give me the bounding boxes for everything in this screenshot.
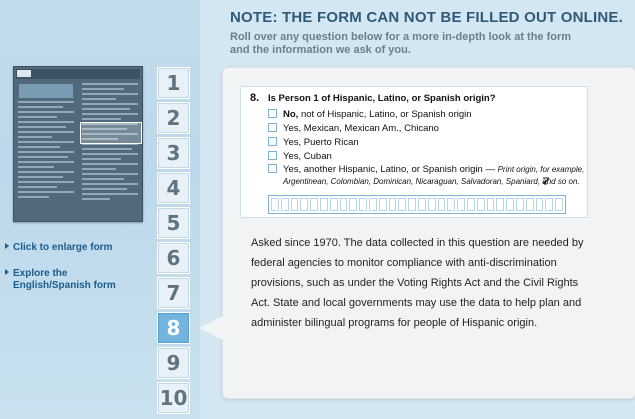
question-number: 8. (250, 92, 260, 104)
form-thumbnail[interactable] (13, 66, 143, 222)
question-nav-2[interactable]: 2 (157, 102, 190, 134)
panel-pointer (199, 316, 223, 340)
thumbnail-column-right (82, 83, 138, 219)
option-row: Yes, Cuban (268, 151, 332, 162)
question-text: Is Person 1 of Hispanic, Latino, or Spanish origin? (268, 93, 496, 104)
question-nav (157, 67, 191, 417)
checkbox (268, 137, 277, 146)
origin-write-in-boxes (268, 195, 566, 214)
question-nav-5[interactable]: 5 (157, 207, 190, 239)
option-row: Yes, Puerto Rican (268, 137, 359, 148)
option-row: Yes, another Hispanic, Latino, or Spanish origin — Print origin, for example, (268, 164, 584, 175)
arrow-right-icon (5, 269, 9, 275)
question-description: Asked since 1970. The data collected in this question are needed by federal agencies to monitor compliance with anti-discrimination provisions, such as under the Voting Rights Act and the Civil Rights Act. State and local governments may use the data to help plan and administer bilingual programs for people of Hispanic origin. (251, 237, 584, 329)
question-nav-6[interactable]: 6 (157, 242, 190, 274)
question-nav-4[interactable]: 4 (157, 172, 190, 204)
option-row: No, not of Hispanic, Latino, or Spanish origin (268, 109, 472, 120)
thumbnail-column-left (18, 83, 74, 219)
arrow-right-icon (5, 243, 9, 249)
checkbox (268, 123, 277, 132)
page-title: NOTE: THE FORM CAN NOT BE FILLED OUT ONLINE. (230, 9, 623, 26)
question-nav-10[interactable]: 10 (157, 382, 190, 414)
checkbox (268, 151, 277, 160)
page-subtitle: Roll over any question below for a more in-depth look at the form and the information we ask of you. (230, 31, 572, 56)
option-continuation: Argentinean, Colombian, Dominican, Nicaraguan, Salvadoran, Spaniard, and so on. (283, 177, 580, 186)
enlarge-form-link[interactable]: Click to enlarge form (5, 242, 112, 254)
question-nav-9[interactable]: 9 (157, 347, 190, 379)
sidebar (0, 0, 200, 419)
question-nav-1[interactable]: 1 (157, 67, 190, 99)
thumbnail-logo (17, 70, 31, 77)
thumbnail-header (16, 69, 140, 79)
question-nav-3[interactable]: 3 (157, 137, 190, 169)
thumbnail-highlight (80, 122, 142, 144)
checkbox (268, 109, 277, 118)
question-nav-8[interactable]: 8 (157, 312, 190, 344)
option-row: Yes, Mexican, Mexican Am., Chicano (268, 123, 439, 134)
explore-english-spanish-link[interactable]: Explore the English/Spanish form (5, 268, 116, 292)
question-nav-7[interactable]: 7 (157, 277, 190, 309)
checkbox (268, 164, 277, 173)
pencil-arrow-icon (542, 177, 550, 185)
